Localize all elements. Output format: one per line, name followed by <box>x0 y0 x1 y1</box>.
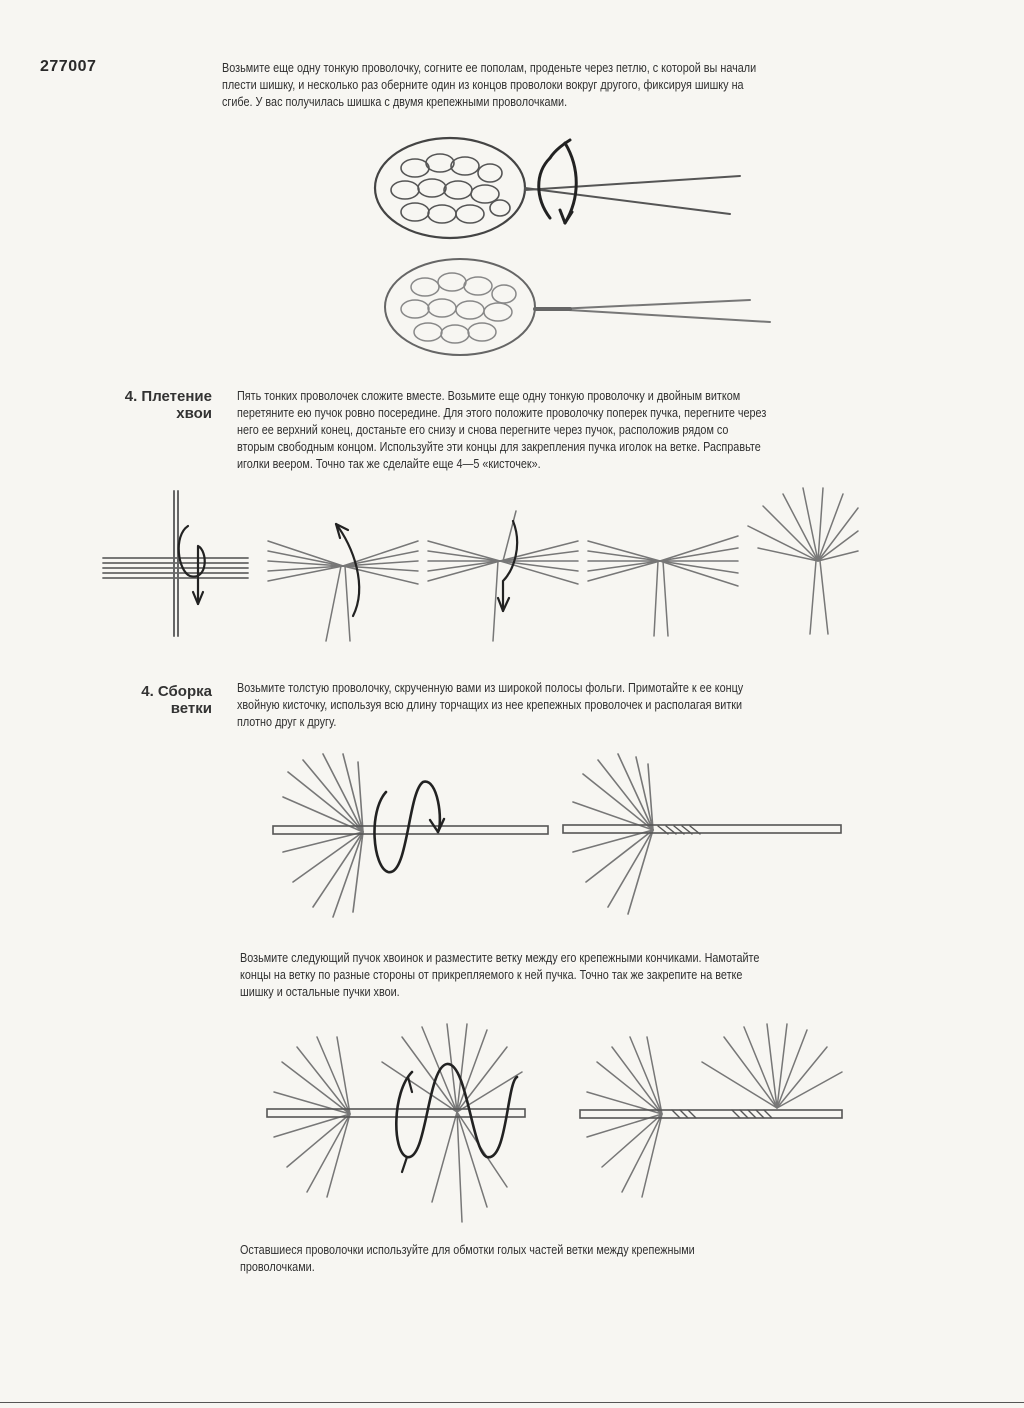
text-line: плести шишку, и несколько раз оберните один из концов проволоки вокруг другого, фиксируя шишку на <box>222 78 744 92</box>
text-line: Оставшиеся проволочки используйте для обмотки голых частей ветки между крепежными <box>240 1243 695 1257</box>
cone-wrapping-figure <box>360 128 780 248</box>
text-line: Возьмите следующий пучок хвоинок и разместите ветку между его крепежными кончиками. Намотайте <box>240 951 760 965</box>
text-line: Возьмите толстую проволочку, скрученную вами из широкой полосы фольги. Примотайте к ее концу <box>237 681 744 695</box>
text-line: проволочками. <box>240 1260 315 1274</box>
text-line: него ее верхний конец, достаньте его снизу и снова перегните через пучок, расположив рядом со <box>237 423 729 437</box>
section-heading-needles <box>100 388 212 422</box>
text-line: концы на ветку по разные стороны от прикрепляемого к ней пучка. Точно так же закрепите на ветке <box>240 968 743 982</box>
step-3 <box>428 511 578 641</box>
heading-line: 4. Сборка <box>141 683 212 700</box>
heading-line: хвои <box>176 405 212 422</box>
text-line: Пять тонких проволочек сложите вместе. Возьмите еще одну тонкую проволочку и двойным витком <box>237 389 741 403</box>
branch-assembly-figure <box>268 752 848 922</box>
heading-line: ветки <box>170 700 212 717</box>
intro-paragraph <box>222 60 756 111</box>
second-bundle-figure <box>262 1022 852 1232</box>
step-2 <box>268 541 418 641</box>
step-1 <box>103 491 248 636</box>
step-5 <box>748 488 858 634</box>
finished-cone-figure <box>370 252 790 362</box>
needles-paragraph <box>237 388 766 473</box>
text-line: хвойную кисточку, используя всю длину торчащих из нее крепежных проволочек и располагая витки <box>237 698 743 712</box>
page-bottom-edge <box>0 1402 1024 1403</box>
text-line: вторым свободным концом. Используйте эти концы для закрепления пучка иголок на ветке. Расправьте <box>237 440 761 454</box>
final-paragraph <box>240 1242 695 1276</box>
section-heading-branch <box>100 683 212 717</box>
text-line: иголки веером. Точно так же сделайте еще 4—5 «кисточек». <box>237 457 541 471</box>
document-code: 277007 <box>40 58 97 75</box>
step-4 <box>588 536 738 636</box>
text-line: шишку и остальные пучки хвои. <box>240 985 400 999</box>
text-line: Возьмите еще одну тонкую проволочку, согните ее пополам, проденьте через петлю, с которой вы начали <box>222 61 757 75</box>
next-bundle-paragraph <box>240 950 759 1001</box>
text-line: перетяните ею пучок ровно посередине. Для этого положите проволочку поперек пучка, перегните через <box>237 406 767 420</box>
branch-paragraph <box>237 680 743 731</box>
text-line: плотно друг к другу. <box>237 715 337 729</box>
needle-bundle-steps-figure <box>98 486 858 646</box>
heading-line: 4. Плетение <box>124 388 212 405</box>
text-line: сгибе. У вас получилась шишка с двумя крепежными проволочками. <box>222 95 568 109</box>
